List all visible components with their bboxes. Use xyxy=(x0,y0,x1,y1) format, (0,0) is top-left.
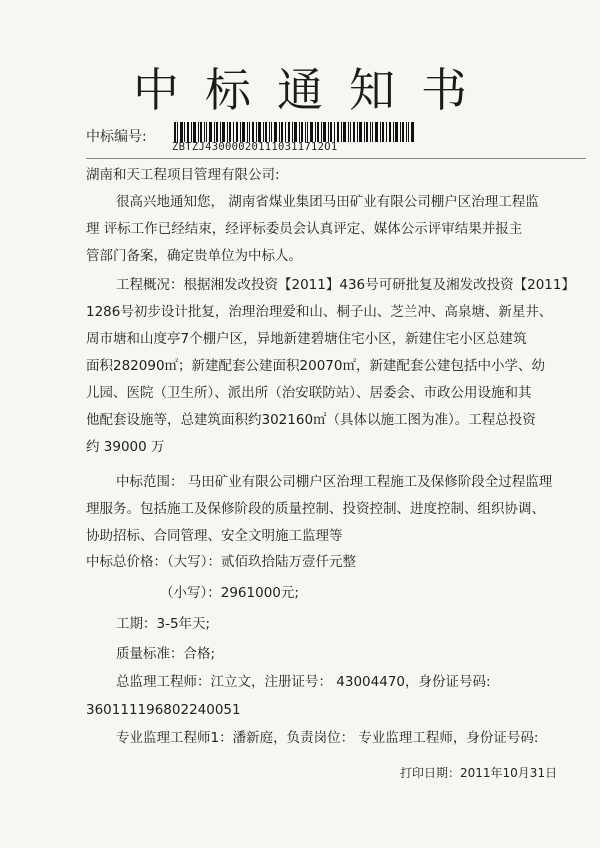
quality-row xyxy=(86,641,571,668)
intro-line: 很高兴地通知您， 湖南省煤业集团马田矿业有限公司棚户区治理工程监 xyxy=(116,194,539,210)
overview-line: 周市塘和山度亭7个棚户区，异地新建碧塘住宅小区，新建住宅小区总建筑 xyxy=(86,331,527,347)
chief-engineer-id-row xyxy=(86,697,571,724)
addressee-line: 湖南和天工程项目管理有限公司: xyxy=(86,167,280,183)
overview-line: 面积282090㎡；新建配套公建面积20070㎡，新建配套公建包括中小学、幼 xyxy=(86,358,545,374)
overview-paragraph xyxy=(86,272,575,461)
intro-line: 理 评标工作已经结束，经评标委员会认真评定、媒体公示评审结果并报主 xyxy=(86,221,523,237)
price-upper-row xyxy=(86,549,571,576)
scope-paragraph xyxy=(86,469,571,550)
price-label: 中标总价格：（大写）： xyxy=(86,554,221,570)
period-row xyxy=(86,611,571,638)
bid-code-value: ZBTZJ430000201110311712O1 xyxy=(172,141,338,153)
price-upper-value: 贰佰玖拾陆万壹仟元整 xyxy=(221,554,356,570)
chief-engineer-text: 总监理工程师：江立文，注册证号： 43004470，身份证号码: xyxy=(116,674,491,690)
chief-engineer-row xyxy=(86,669,571,696)
quality-text: 质量标准：合格; xyxy=(116,646,216,662)
overview-line: 1286号初步设计批复，治理治理爱和山、桐子山、芝兰冲、高泉塘、新星井、 xyxy=(86,304,553,320)
overview-line: 他配套设施等，总建筑面积约302160㎡（具体以施工图为准）。工程总投资 xyxy=(86,412,536,428)
scope-line: 协助招标、合同管理、安全文明施工监理等 xyxy=(86,528,343,544)
bid-code-label: 中标编号: xyxy=(86,129,147,145)
chief-engineer-id: 360111196802240051 xyxy=(86,702,241,718)
specialist-text: 专业监理工程师1：潘新庭，负责岗位： 专业监理工程师，身份证号码: xyxy=(116,730,539,746)
scope-line: 理服务。包括施工及保修阶段的质量控制、投资控制、进度控制、组织协调、 xyxy=(86,501,545,517)
addressee xyxy=(86,162,571,189)
price-lower-value: 2961000元; xyxy=(220,585,299,601)
price-lower-label: （小写）： xyxy=(160,585,221,601)
period-text: 工期：3-5年天; xyxy=(116,616,211,632)
overview-line: 约 39000 万 xyxy=(86,439,165,455)
overview-line: 工程概况：根据湘发改投资【2011】436号可研批复及湘发改投资【2011】 xyxy=(116,277,575,293)
intro-paragraph xyxy=(86,189,571,270)
scope-line: 中标范围： 马田矿业有限公司棚户区治理工程施工及保修阶段全过程监理 xyxy=(116,474,553,490)
document-title: 中标通知书 xyxy=(133,63,493,117)
barcode-image xyxy=(174,122,414,142)
price-lower-row xyxy=(86,580,571,607)
overview-line: 儿园、医院（卫生所）、派出所（治安联防站）、居委会、市政公用设施和其 xyxy=(86,385,532,401)
specialist-row xyxy=(86,725,571,752)
intro-line: 管部门备案，确定贵单位为中标人。 xyxy=(86,248,302,264)
header-divider xyxy=(86,158,586,159)
print-date: 打印日期：2011年10月31日 xyxy=(400,766,558,780)
